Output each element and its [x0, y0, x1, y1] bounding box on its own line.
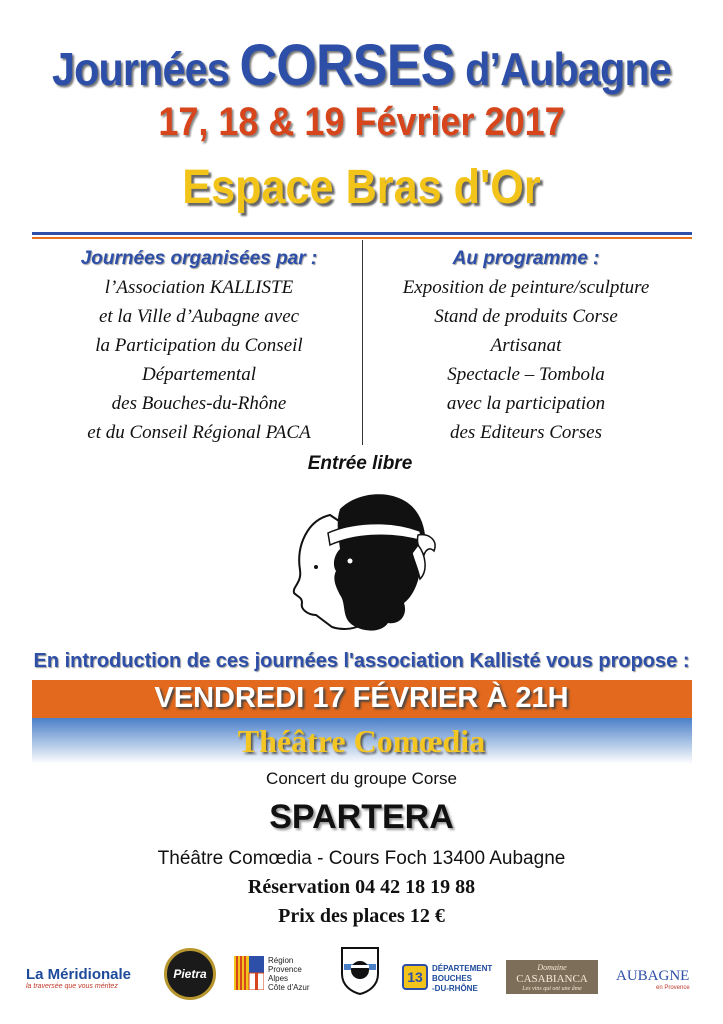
programme-line: Exposition de peinture/sculpture — [402, 277, 650, 298]
departement-text — [432, 964, 492, 994]
departement-line: DÉPARTEMENT — [432, 964, 493, 973]
region-line: Alpes — [268, 974, 289, 983]
departement-line: BOUCHES — [432, 974, 473, 983]
programme-line: Stand de produits Corse — [434, 306, 618, 327]
programme-line: Spectacle – Tombola — [447, 364, 605, 385]
poster-title — [36, 32, 687, 99]
organisers-line: et la Ville d’Aubagne avec — [98, 306, 300, 327]
entree-libre: Entrée libre — [307, 453, 413, 474]
sponsor-logos — [22, 940, 712, 1010]
organisers-line: l’Association KALLISTE — [104, 277, 294, 298]
programme-line: des Editeurs Corses — [450, 422, 602, 443]
event-dates: 17, 18 & 19 Février 2017 — [158, 100, 565, 144]
paca-flag-icon — [234, 956, 264, 990]
concert-description: Concert du groupe Corse — [266, 769, 457, 788]
reservation-phone: Réservation 04 42 18 19 88 — [247, 876, 476, 898]
programme-line: Artisanat — [490, 335, 562, 356]
organisers-column — [34, 244, 364, 447]
region-line: Côte d'Azur — [268, 983, 310, 992]
ticket-price: Prix des places 12 € — [278, 905, 445, 927]
band-name: SPARTERA — [269, 798, 454, 836]
region-line: Provence — [268, 965, 302, 974]
casabianca-logo — [506, 960, 598, 994]
organisers-line: des Bouches-du-Rhône — [111, 393, 287, 414]
svg-text:13: 13 — [407, 969, 423, 985]
la-meridionale-logo — [26, 966, 131, 990]
divider-blue — [32, 232, 692, 235]
title-part2: d’Aubagne — [465, 43, 671, 95]
departement-line: -DU-RHÔNE — [432, 984, 478, 993]
title-part1: Journées — [52, 43, 229, 95]
theatre-address: Théâtre Comœdia - Cours Foch 13400 Aubagne — [157, 848, 566, 869]
la-meridionale-tagline: la traversée que vous méritez — [26, 983, 118, 990]
aubagne-logo — [616, 968, 690, 991]
concert-date-time: VENDREDI 17 FÉVRIER À 21H — [154, 682, 569, 714]
divider-orange — [32, 237, 692, 239]
region-line: Région — [268, 956, 294, 965]
departement-icon — [402, 964, 428, 990]
aubagne-name: AUBAGNE — [616, 968, 690, 984]
organisers-line: la Participation du Conseil — [95, 335, 303, 356]
corsica-shield-logo — [340, 946, 380, 996]
organisers-heading: Journées organisées par : — [80, 248, 318, 269]
theatre-name: Théâtre Comœdia — [237, 723, 486, 759]
organisers-line: Départemental — [142, 364, 256, 385]
organisers-line: et du Conseil Régional PACA — [87, 422, 311, 443]
moors-head-emblem — [280, 475, 440, 635]
casabianca-name: CASABIANCA — [516, 973, 588, 985]
programme-line: avec la participation — [446, 393, 606, 414]
programme-heading: Au programme : — [452, 248, 600, 269]
casabianca-tagline: Les vins qui ont une âme — [522, 986, 582, 992]
venue-name: Espace Bras d'Or — [182, 161, 541, 214]
title-corses: CORSES — [239, 33, 455, 98]
programme-column — [361, 244, 691, 447]
aubagne-sub: en Provence — [656, 985, 690, 991]
la-meridionale-name: La Méridionale — [26, 966, 132, 983]
intro-text: En introduction de ces journées l'association Kallisté vous propose : — [33, 650, 690, 672]
region-text — [268, 956, 310, 992]
pietra-logo: Pietra — [164, 948, 216, 1000]
casabianca-line: Domaine — [537, 963, 567, 972]
